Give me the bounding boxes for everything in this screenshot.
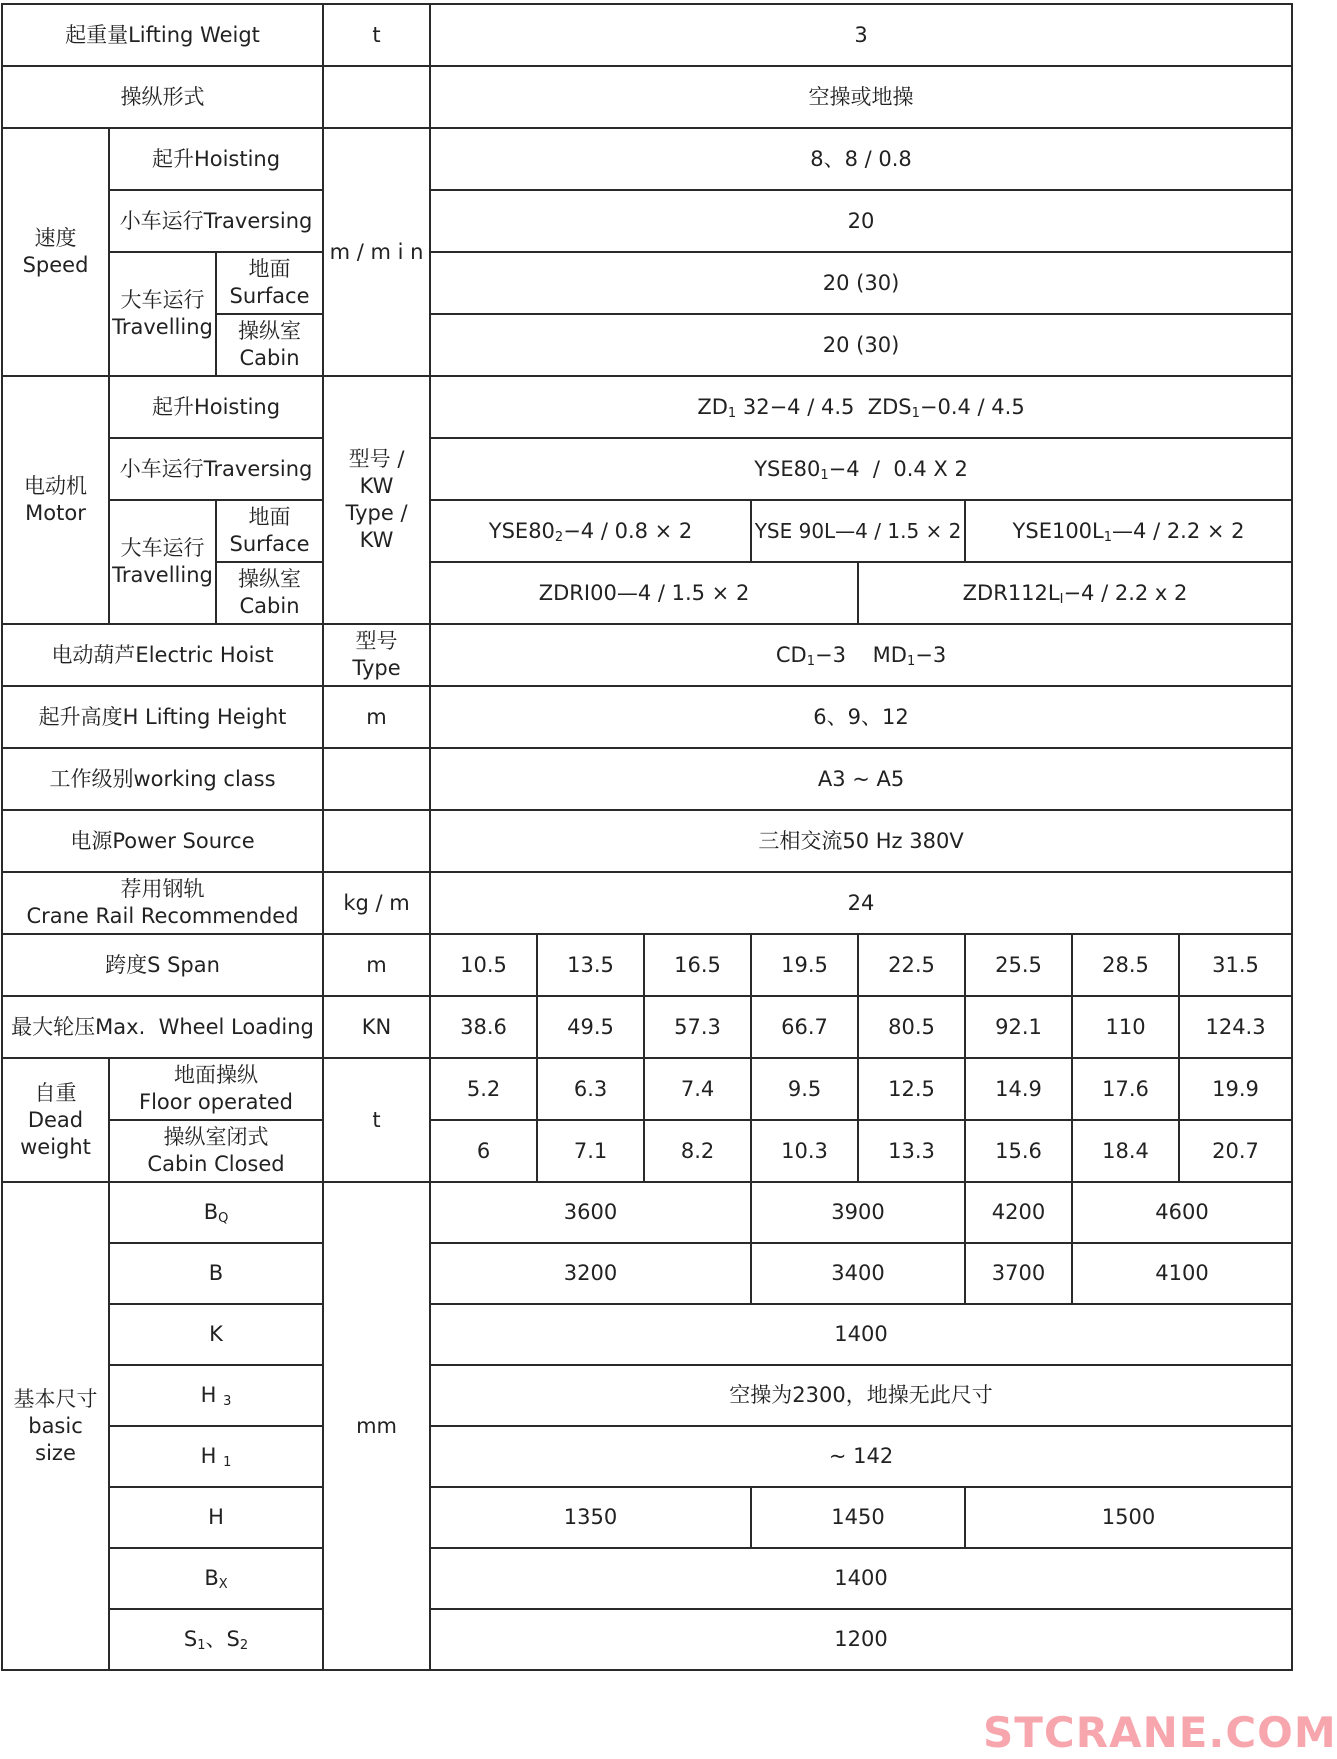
- motor-traversing-value-b: −4 / 0.4 X 2: [828, 456, 968, 481]
- row-rail: [2, 872, 1292, 934]
- wheel-loading-label: 最大轮压Max. Wheel Loading: [2, 996, 323, 1058]
- span-label: 跨度S Span: [2, 934, 323, 996]
- span-value: 31.5: [1179, 934, 1292, 996]
- electric-hoist-v-sub-a: 1: [806, 653, 815, 669]
- wheel-loading-value: 49.5: [537, 996, 644, 1058]
- dead-weight-floor-value: 6.3: [537, 1058, 644, 1120]
- lifting-height-value: 6、9、12: [430, 686, 1292, 748]
- electric-hoist-value: [430, 624, 1292, 686]
- row-motor-hoisting: [2, 376, 1292, 438]
- span-value: 25.5: [965, 934, 1072, 996]
- electric-hoist-unit-1: 型号: [355, 629, 398, 653]
- motor-cabin-v2-sub: I: [1059, 591, 1064, 607]
- motor-cabin-en: Cabin: [239, 594, 300, 618]
- motor-cabin-cn: 操纵室: [238, 567, 302, 591]
- wheel-loading-unit: KN: [323, 996, 430, 1058]
- row-working-class: [2, 748, 1292, 810]
- size-s-sub-b: 2: [239, 1638, 249, 1653]
- dead-weight-cabin-value: 8.2: [644, 1120, 751, 1182]
- motor-hoisting-value-a: ZD: [697, 394, 728, 419]
- electric-hoist-label: 电动葫芦Electric Hoist: [2, 624, 323, 686]
- motor-group-cn: 电动机: [24, 474, 87, 498]
- crane-spec-table: [1, 3, 1293, 1671]
- size-s-value: 1200: [430, 1609, 1292, 1670]
- dead-weight-cabin-en: Cabin Closed: [147, 1152, 285, 1176]
- speed-group-label: [2, 128, 109, 376]
- dead-weight-cabin-value: 6: [430, 1120, 537, 1182]
- speed-cabin-en: Cabin: [239, 346, 300, 370]
- motor-group-label: [2, 376, 109, 624]
- speed-group-cn: 速度: [34, 226, 77, 250]
- rail-value: 24: [430, 872, 1292, 934]
- size-h1-label: [109, 1426, 323, 1487]
- size-bx-value: 1400: [430, 1548, 1292, 1609]
- size-b-value: 4100: [1072, 1243, 1292, 1304]
- dead-weight-en-2: weight: [20, 1134, 91, 1159]
- row-lifting-weight: [2, 4, 1292, 66]
- motor-traversing-label: 小车运行Traversing: [109, 438, 323, 500]
- dead-weight-floor-value: 9.5: [751, 1058, 858, 1120]
- dead-weight-cabin-value: 10.3: [751, 1120, 858, 1182]
- rail-label: [2, 872, 323, 934]
- row-speed-traversing: [2, 190, 1292, 252]
- size-h-value: 1500: [965, 1487, 1292, 1548]
- motor-traversing-sub-a: 1: [820, 467, 829, 483]
- size-b-value: 3700: [965, 1243, 1072, 1304]
- row-size-k: [2, 1304, 1292, 1365]
- speed-travelling-label: [109, 252, 216, 376]
- size-b-value: 3200: [430, 1243, 751, 1304]
- speed-hoisting-value: 8、8 / 0.8: [430, 128, 1292, 190]
- rail-label-cn: 荐用钢轨: [120, 877, 205, 901]
- lifting-height-unit: m: [323, 686, 430, 748]
- power-source-unit: [323, 810, 430, 872]
- dead-weight-floor-value: 12.5: [858, 1058, 965, 1120]
- working-class-unit: [323, 748, 430, 810]
- dead-weight-cabin-label: [109, 1120, 323, 1182]
- speed-surface-label: [216, 252, 323, 314]
- size-bq-value: 3900: [751, 1182, 965, 1243]
- row-speed-surface: [2, 252, 1292, 314]
- control-form-label: 操纵形式: [2, 66, 323, 128]
- motor-surface-v3-sub: 1: [1103, 529, 1113, 545]
- speed-surface-cn: 地面: [248, 257, 291, 281]
- rail-label-en: Crane Rail Recommended: [26, 904, 299, 928]
- wheel-loading-value: 38.6: [430, 996, 537, 1058]
- dead-weight-group-label: [2, 1058, 109, 1182]
- size-s-label: [109, 1609, 323, 1670]
- motor-surface-v3-a: YSE100L: [1012, 518, 1104, 543]
- basic-size-group-label: [2, 1182, 109, 1670]
- span-value: 22.5: [858, 934, 965, 996]
- size-h3-label: [109, 1365, 323, 1426]
- dead-weight-floor-value: 17.6: [1072, 1058, 1179, 1120]
- size-bq-value: 4600: [1072, 1182, 1292, 1243]
- wheel-loading-value: 92.1: [965, 996, 1072, 1058]
- motor-hoisting-sub-a: 1: [727, 405, 737, 421]
- basic-size-unit: mm: [323, 1182, 430, 1670]
- row-wheel-loading: [2, 996, 1292, 1058]
- motor-cabin-label: [216, 562, 323, 624]
- speed-cabin-label: [216, 314, 323, 376]
- row-span: [2, 934, 1292, 996]
- motor-travelling-label: [109, 500, 216, 624]
- motor-hoisting-value-c: −0.4 / 4.5: [919, 394, 1025, 419]
- row-size-h3: [2, 1365, 1292, 1426]
- motor-surface-v1-sub: 2: [554, 529, 564, 545]
- size-h1-letter: H: [200, 1444, 224, 1468]
- motor-surface-v1-a: YSE80: [488, 518, 555, 543]
- row-motor-surface: [2, 500, 1292, 562]
- motor-cabin-value-1: ZDRI00—4 / 1.5 × 2: [430, 562, 858, 624]
- row-size-h: [2, 1487, 1292, 1548]
- motor-traversing-value-a: YSE80: [754, 456, 821, 481]
- row-size-b: [2, 1243, 1292, 1304]
- row-power-source: [2, 810, 1292, 872]
- span-value: 16.5: [644, 934, 751, 996]
- size-s-letter-b: 、S: [205, 1627, 240, 1651]
- motor-travelling-en: Travelling: [112, 563, 213, 587]
- wheel-loading-value: 80.5: [858, 996, 965, 1058]
- row-control-form: [2, 66, 1292, 128]
- size-h1-sub: 1: [223, 1455, 232, 1470]
- lifting-weight-value: 3: [430, 4, 1292, 66]
- dead-weight-floor-cn: 地面操纵: [174, 1063, 259, 1087]
- electric-hoist-unit: [323, 624, 430, 686]
- speed-hoisting-label: 起升Hoisting: [109, 128, 323, 190]
- motor-surface-v3-b: —4 / 2.2 × 2: [1112, 518, 1245, 543]
- control-form-value: 空操或地操: [430, 66, 1292, 128]
- dead-weight-cabin-value: 7.1: [537, 1120, 644, 1182]
- dead-weight-cabin-cn: 操纵室闭式: [163, 1125, 269, 1149]
- size-b-value: 3400: [751, 1243, 965, 1304]
- lifting-weight-unit: t: [323, 4, 430, 66]
- lifting-weight-label: 起重量Lifting Weigt: [2, 4, 323, 66]
- span-value: 28.5: [1072, 934, 1179, 996]
- speed-cabin-value: 20 (30): [430, 314, 1292, 376]
- span-value: 10.5: [430, 934, 537, 996]
- speed-cabin-cn: 操纵室: [238, 319, 302, 343]
- motor-surface-en: Surface: [229, 532, 310, 556]
- speed-travelling-en: Travelling: [112, 315, 213, 339]
- electric-hoist-unit-2: Type: [352, 656, 401, 680]
- span-unit: m: [323, 934, 430, 996]
- span-value: 13.5: [537, 934, 644, 996]
- row-speed-hoisting: [2, 128, 1292, 190]
- size-h3-sub: 3: [223, 1394, 232, 1409]
- motor-cabin-value-2: [858, 562, 1292, 624]
- dead-weight-floor-value: 14.9: [965, 1058, 1072, 1120]
- size-bq-letter: B: [203, 1200, 219, 1224]
- lifting-height-label: 起升高度H Lifting Height: [2, 686, 323, 748]
- size-h-value: 1450: [751, 1487, 965, 1548]
- speed-travelling-cn: 大车运行: [120, 288, 205, 312]
- row-size-bx: [2, 1548, 1292, 1609]
- electric-hoist-v-a: CD: [775, 642, 807, 667]
- size-h3-value: 空操为2300，地操无此尺寸: [430, 1365, 1292, 1426]
- size-s-sub-a: 1: [197, 1638, 206, 1653]
- motor-cabin-v2-a: ZDR112L: [962, 580, 1060, 605]
- motor-travelling-cn: 大车运行: [120, 536, 205, 560]
- row-dead-weight-floor: [2, 1058, 1292, 1120]
- motor-unit-4: KW: [359, 528, 394, 552]
- speed-group-en: Speed: [22, 253, 89, 277]
- motor-hoisting-label: 起升Hoisting: [109, 376, 323, 438]
- dead-weight-cabin-value: 15.6: [965, 1120, 1072, 1182]
- dead-weight-floor-en: Floor operated: [139, 1090, 294, 1114]
- dead-weight-cn: 自重: [34, 1080, 77, 1105]
- dead-weight-floor-value: 5.2: [430, 1058, 537, 1120]
- electric-hoist-v-b: −3 MD: [814, 642, 907, 667]
- size-s-letter-a: S: [183, 1627, 198, 1651]
- motor-cabin-v2-b: −4 / 2.2 x 2: [1063, 580, 1188, 605]
- motor-surface-label: [216, 500, 323, 562]
- electric-hoist-v-sub-b: 1: [906, 653, 916, 669]
- power-source-label: 电源Power Source: [2, 810, 323, 872]
- dead-weight-floor-label: [109, 1058, 323, 1120]
- dead-weight-floor-value: 19.9: [1179, 1058, 1292, 1120]
- motor-unit: [323, 376, 430, 624]
- dead-weight-en-1: Dead: [27, 1107, 84, 1132]
- wheel-loading-value: 66.7: [751, 996, 858, 1058]
- motor-surface-value-1: [430, 500, 751, 562]
- size-bq-value: 3600: [430, 1182, 751, 1243]
- row-electric-hoist: [2, 624, 1292, 686]
- electric-hoist-v-c: −3: [915, 642, 947, 667]
- row-lifting-height: [2, 686, 1292, 748]
- working-class-value: A3 ~ A5: [430, 748, 1292, 810]
- size-bx-label: [109, 1548, 323, 1609]
- rail-unit: kg / m: [323, 872, 430, 934]
- wheel-loading-value: 110: [1072, 996, 1179, 1058]
- dead-weight-cabin-value: 18.4: [1072, 1120, 1179, 1182]
- basic-size-cn: 基本尺寸: [13, 1386, 98, 1411]
- motor-hoisting-value: [430, 376, 1292, 438]
- basic-size-en: basic size: [28, 1413, 83, 1465]
- size-b-label: B: [109, 1243, 323, 1304]
- wheel-loading-value: 124.3: [1179, 996, 1292, 1058]
- row-size-bq: [2, 1182, 1292, 1243]
- dead-weight-cabin-value: 20.7: [1179, 1120, 1292, 1182]
- motor-unit-2: KW: [359, 474, 394, 498]
- size-h3-letter: H: [200, 1383, 224, 1407]
- speed-traversing-value: 20: [430, 190, 1292, 252]
- size-k-value: 1400: [430, 1304, 1292, 1365]
- motor-group-en: Motor: [25, 501, 86, 525]
- wheel-loading-value: 57.3: [644, 996, 751, 1058]
- size-bx-letter: B: [204, 1566, 219, 1590]
- dead-weight-cabin-value: 13.3: [858, 1120, 965, 1182]
- size-bq-sub: Q: [218, 1211, 229, 1226]
- control-form-unit: [323, 66, 430, 128]
- size-k-label: K: [109, 1304, 323, 1365]
- speed-traversing-label: 小车运行Traversing: [109, 190, 323, 252]
- size-h1-value: ~ 142: [430, 1426, 1292, 1487]
- size-bq-value: 4200: [965, 1182, 1072, 1243]
- motor-unit-3: Type /: [345, 501, 408, 525]
- power-source-value: 三相交流50 Hz 380V: [430, 810, 1292, 872]
- working-class-label: 工作级别working class: [2, 748, 323, 810]
- size-bx-sub: X: [218, 1577, 228, 1592]
- motor-surface-value-3: [965, 500, 1292, 562]
- row-dead-weight-cabin: [2, 1120, 1292, 1182]
- size-h-label: H: [109, 1487, 323, 1548]
- dead-weight-unit: t: [323, 1058, 430, 1182]
- watermark-logo: STCRANE.COM: [983, 1708, 1337, 1757]
- dead-weight-floor-value: 7.4: [644, 1058, 751, 1120]
- motor-hoisting-sub-b: 1: [911, 405, 920, 421]
- row-size-s: [2, 1609, 1292, 1670]
- speed-unit: m / m i n: [323, 128, 430, 376]
- row-motor-traversing: [2, 438, 1292, 500]
- motor-surface-v1-b: −4 / 0.8 × 2: [563, 518, 693, 543]
- motor-unit-1: 型号 /: [348, 447, 405, 471]
- row-size-h1: [2, 1426, 1292, 1487]
- motor-traversing-value: [430, 438, 1292, 500]
- speed-surface-en: Surface: [229, 284, 310, 308]
- size-bq-label: [109, 1182, 323, 1243]
- motor-surface-value-2: YSE 90L—4 / 1.5 × 2: [751, 500, 965, 562]
- size-h-value: 1350: [430, 1487, 751, 1548]
- speed-surface-value: 20 (30): [430, 252, 1292, 314]
- motor-surface-cn: 地面: [248, 505, 291, 529]
- span-value: 19.5: [751, 934, 858, 996]
- motor-hoisting-value-b: 32−4 / 4.5 ZDS: [736, 394, 912, 419]
